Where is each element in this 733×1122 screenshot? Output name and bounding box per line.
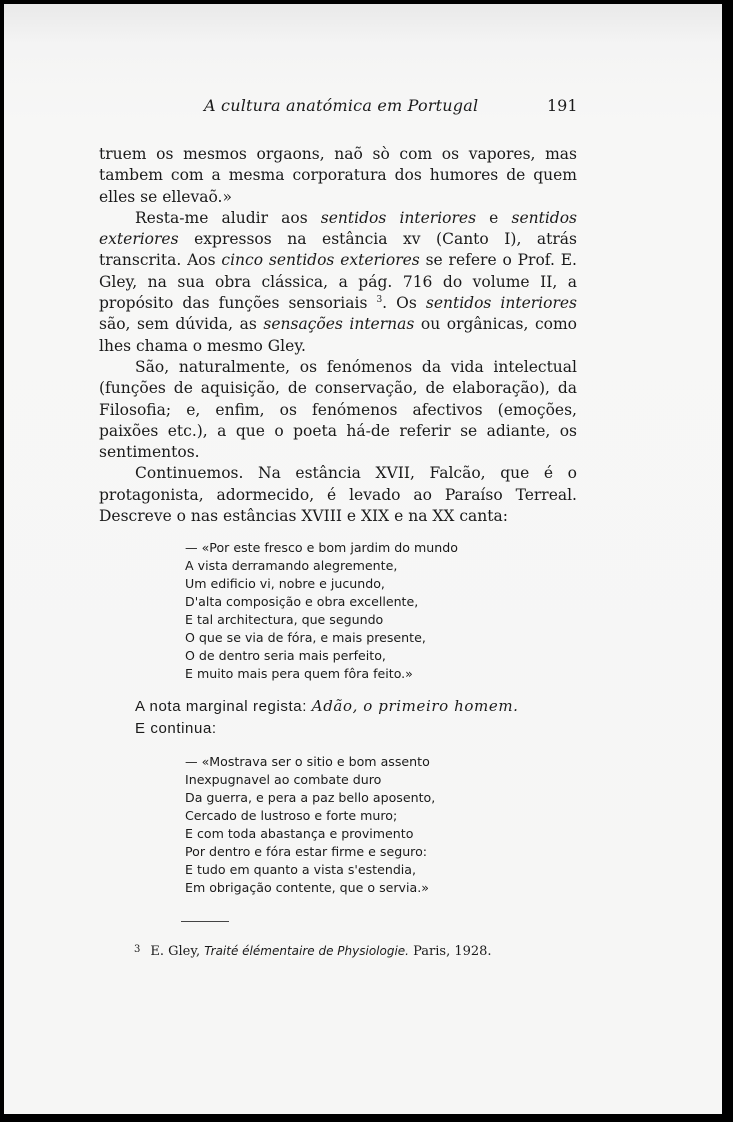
text-run: A nota marginal regista:	[135, 698, 312, 716]
footnote-publication: Paris, 1928.	[408, 944, 492, 959]
verse-line: Um edificio vi, nobre e jucundo,	[185, 576, 385, 592]
italic-term: sentidos exteriores	[99, 208, 578, 249]
verse-line: — «Mostrava ser o sitio e bom assento	[185, 753, 430, 769]
footnote	[134, 944, 492, 959]
main-text	[99, 144, 577, 897]
text-run: e	[476, 208, 512, 227]
text-run: ou orgânicas, como lhes chama o mesmo Gley.	[99, 315, 577, 355]
running-title: A cultura anatómica em Portugal	[204, 96, 479, 115]
verse-line: A vista derramando alegremente,	[185, 558, 398, 574]
verse-stanza-2	[185, 753, 577, 897]
verse-line: Por dentro e fóra estar firme e seguro:	[185, 843, 428, 859]
running-header	[4, 96, 722, 118]
paragraph-sentidos	[99, 208, 577, 357]
paragraph-continua: E continua:	[135, 719, 217, 737]
verse-line: D'alta composição e obra excellente,	[185, 594, 419, 610]
verse-line: E muito mais pera quem fôra feito.»	[185, 666, 413, 682]
text-run: Resta-me aludir aos	[135, 208, 321, 227]
verse-line: E tal architectura, que segundo	[185, 612, 384, 628]
page-number: 191	[547, 96, 578, 115]
paragraph-fenomenos: São, naturalmente, os fenómenos da vida intelectual (funções de aquisição, de conservação, de elaboração), da Filosofia; e, enfim, os fenómenos afectivos (emoções, paixões etc.), a que o poeta há-de referir se adiante, os sentimentos.	[99, 357, 577, 462]
footnote-reference: 3	[376, 294, 383, 305]
book-page	[4, 4, 722, 1114]
verse-line: — «Por este fresco e bom jardim do mundo	[185, 540, 458, 556]
verse-line: Inexpugnavel ao combate duro	[185, 771, 382, 787]
footnote-author: E. Gley,	[150, 944, 205, 959]
italic-quote: Adão, o primeiro homem.	[311, 697, 519, 716]
italic-term: sentidos interiores	[320, 208, 477, 227]
paragraph-nota-marginal	[99, 696, 577, 717]
verse-line: Em obrigação contente, que o servia.»	[185, 879, 429, 895]
text-run: são, sem dúvida, as	[99, 315, 264, 334]
paragraph-continuemos: Continuemos. Na estância XVII, Falcão, que é o protagonista, adormecido, é levado ao Paraíso Terreal. Descreve o nas estâncias XVIII e XIX e na XX canta:	[99, 464, 577, 526]
italic-term: sensações internas	[263, 315, 415, 334]
verse-line: O de dentro seria mais perfeito,	[185, 648, 386, 664]
text-run: expressos na estância xv (Canto I), atrás transcrita. Aos	[99, 230, 577, 270]
italic-term: sentidos interiores	[425, 294, 577, 313]
verse-stanza-1	[185, 539, 577, 683]
text-run: . Os	[382, 294, 426, 313]
footnote-separator	[181, 921, 229, 922]
verse-line: Cercado de lustroso e forte muro;	[185, 807, 398, 823]
paragraph-continuation: truem os mesmos orgaons, naõ sò com os vapores, mas tambem com a mesma corporatura dos humores de quem elles se ellevaõ.»	[99, 145, 577, 206]
italic-term: cinco sentidos exteriores	[221, 251, 420, 270]
verse-line: E tudo em quanto a vista s'estendia,	[185, 861, 417, 877]
verse-line: E com toda abastança e provimento	[185, 825, 414, 841]
verse-line: O que se via de fóra, e mais presente,	[185, 630, 426, 646]
text-run: se refere o Prof. E. Gley, na sua obra clássica, a pág. 716 do volume II, a propósito das funções sensoriais	[99, 251, 577, 313]
footnote-work-title: Traité élémentaire de Physiologie.	[204, 944, 409, 958]
footnote-number: 3	[134, 944, 141, 955]
verse-line: Da guerra, e pera a paz bello aposento,	[185, 789, 436, 805]
